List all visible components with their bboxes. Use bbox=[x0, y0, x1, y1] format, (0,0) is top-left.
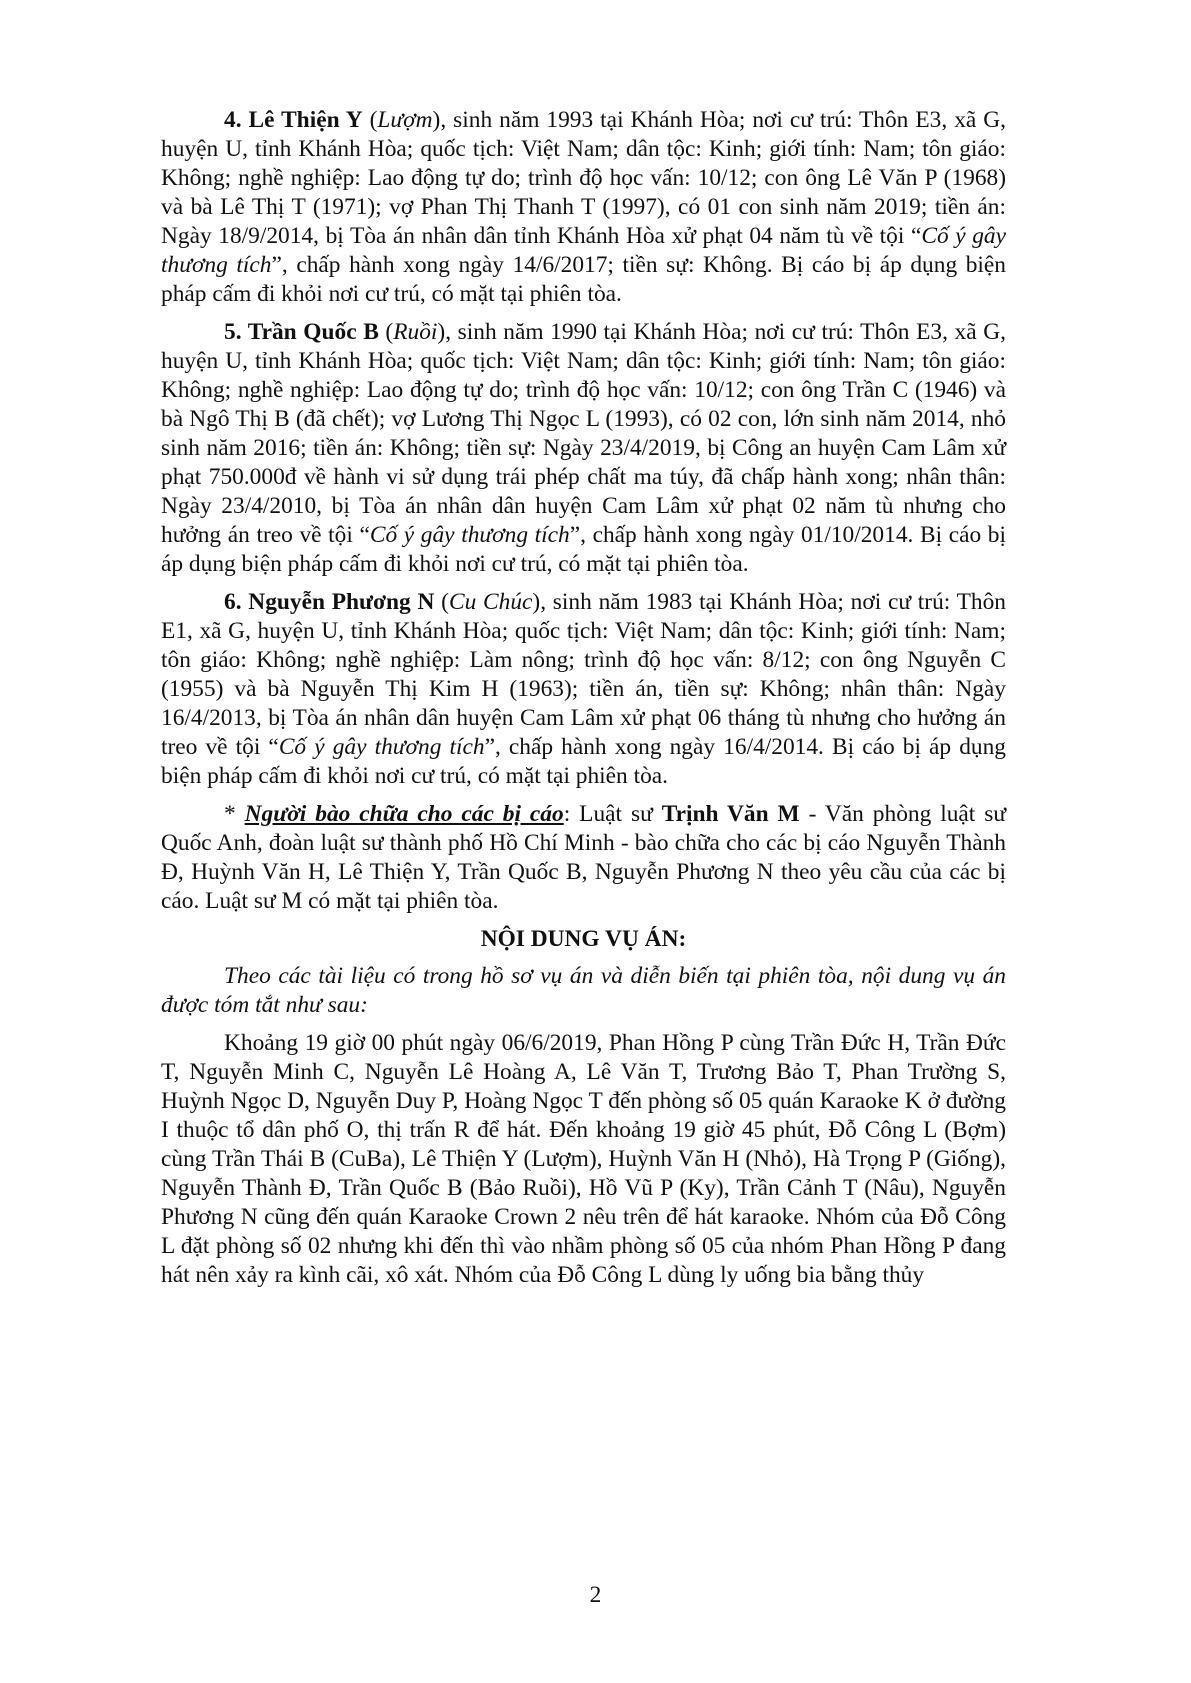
crime-name: Cố ý gây thương tích bbox=[278, 734, 485, 760]
section-title: NỘI DUNG VỤ ÁN: bbox=[480, 926, 687, 952]
defendant-alias: Ruồi bbox=[393, 319, 438, 345]
summary-intro bbox=[161, 962, 1006, 1020]
summary-intro-text: Theo các tài liệu có trong hồ sơ vụ án và diễn biến tại phiên tòa, nội dung vụ án được tóm tắt như sau: bbox=[161, 963, 1006, 1018]
paragraph-text: ”, chấp hành xong ngày 14/6/2017; tiền sự: Không. Bị cáo bị áp dụng biện pháp cấm đi khỏi nơi cư trú, có mặt tại phiên tòa. bbox=[161, 252, 1007, 307]
paragraph-text: ”, chấp hành xong ngày 16/4/2014. Bị cáo bị áp dụng biện pháp cấm đi khỏi nơi cư trú, có mặt tại phiên tòa. bbox=[161, 734, 1006, 789]
defendant-name: 5. Trần Quốc B bbox=[224, 319, 379, 345]
lawyer-name: Trịnh Văn M bbox=[661, 801, 800, 827]
paragraph-text: ”, chấp hành xong ngày 01/10/2014. Bị cáo bị áp dụng biện pháp cấm đi khỏi nơi cư trú, có mặt tại phiên tòa. bbox=[161, 522, 1006, 577]
defendant-alias: Cu Chúc bbox=[448, 589, 533, 615]
crime-name: Cố ý gây thương tích bbox=[161, 223, 1007, 278]
document-body bbox=[161, 106, 1006, 1299]
defense-label: Người bào chữa cho các bị cáo bbox=[244, 801, 564, 827]
defendant-5-paragraph: 5. Trần Quốc B (Ruồi), sinh năm 1990 tại Khánh Hòa; nơi cư trú: Thôn E3, xã G, huyện U, tỉnh Khánh Hòa; quốc tịch: Việt Nam; dân tộc: Kinh; giới tính: Nam; tôn giáo: Không; nghề nghiệp: Lao động tự do; trình độ học vấn: 10/12; con ông Trần C (1946) và bà Ngô Thị B (đã chết); vợ Lương Thị Ngọc L (1993), có 02 con, lớn sinh năm 2014, nhỏ sinh năm 2016; tiền án: Không; tiền sự: Ngày 23/4/2019, bị Công an huyện Cam Lâm xử phạt 750.000đ về hành vi sử dụng trái phép chất ma túy, đã chấp hành xong; nhân thân: Ngày 23/4/2010, bị Tòa án nhân dân huyện Cam Lâm xử phạt 02 năm tù nhưng cho hưởng án treo về tội “Cố ý gây thương tích”, chấp hành xong ngày 01/10/2014. Bị cáo bị áp dụng biện pháp cấm đi khỏi nơi cư trú, có mặt tại phiên tòa. bbox=[161, 319, 1006, 577]
defendant-name: 6. Nguyễn Phương N bbox=[224, 589, 435, 615]
paragraph-text: ), sinh năm 1990 tại Khánh Hòa; nơi cư trú: Thôn E3, xã G, huyện U, tỉnh Khánh Hòa; quốc tịch: Việt Nam; dân tộc: Kinh; giới tính: Nam; tôn giáo: Không; nghề nghiệp: Lao động tự do; trình độ học vấn: 10/12; con ông Trần C (1946) và bà Ngô Thị B (đã chết); vợ Lương Thị Ngọc L (1993), có 02 con, lớn sinh năm 2014, nhỏ sinh năm 2016; tiền án: Không; tiền sự: Ngày 23/4/2019, bị Công an huyện Cam Lâm xử phạt 750.000đ về hành vi sử dụng trái phép chất ma túy, đã chấp hành xong; nhân thân: Ngày 23/4/2010, bị Tòa án nhân dân huyện Cam Lâm xử phạt 02 năm tù nhưng cho hưởng án treo về tội “ bbox=[161, 319, 1006, 548]
defendant-name: 4. Lê Thiện Y bbox=[224, 107, 363, 133]
paragraph-text: ), sinh năm 1993 tại Khánh Hòa; nơi cư trú: Thôn E3, xã G, huyện U, tỉnh Khánh Hòa; quốc tịch: Việt Nam; dân tộc: Kinh; giới tính: Nam; tôn giáo: Không; nghề nghiệp: Lao động tự do; trình độ học vấn: 10/12; con ông Lê Văn P (1968) và bà Lê Thị T (1971); vợ Phan Thị Thanh T (1997), có 01 con sinh năm 2019; tiền án: Ngày 18/9/2014, bị Tòa án nhân dân tỉnh Khánh Hòa xử phạt 04 năm tù về tội “ bbox=[161, 107, 1006, 249]
defense-counsel-paragraph bbox=[161, 800, 1006, 916]
bullet-star: * bbox=[224, 801, 245, 827]
defendant-alias: Lượm bbox=[377, 107, 433, 133]
defendant-6-paragraph: 6. Nguyễn Phương N (Cu Chúc), sinh năm 1983 tại Khánh Hòa; nơi cư trú: Thôn E1, xã G, huyện U, tỉnh Khánh Hòa; quốc tịch: Việt Nam; dân tộc: Kinh; giới tính: Nam; tôn giáo: Không; nghề nghiệp: Làm nông; trình độ học vấn: 8/12; con ông Nguyễn C (1955) và bà Nguyễn Thị Kim H (1963); tiền án, tiền sự: Không; nhân thân: Ngày 16/4/2013, bị Tòa án nhân dân huyện Cam Lâm xử phạt 06 tháng tù nhưng cho hưởng án treo về tội “Cố ý gây thương tích”, chấp hành xong ngày 16/4/2014. Bị cáo bị áp dụng biện pháp cấm đi khỏi nơi cư trú, có mặt tại phiên tòa. bbox=[161, 589, 1006, 789]
crime-name: Cố ý gây thương tích bbox=[369, 522, 570, 548]
narrative-paragraph: Khoảng 19 giờ 00 phút ngày 06/6/2019, Phan Hồng P cùng Trần Đức H, Trần Đức T, Nguyễn Minh C, Nguyễn Lê Hoàng A, Lê Văn T, Trương Bảo T, Phan Trường S, Huỳnh Ngọc D, Nguyễn Duy P, Hoàng Ngọc T đến phòng số 05 quán Karaoke K ở đường I thuộc tổ dân phố O, thị trấn R để hát. Đến khoảng 19 giờ 45 phút, Đỗ Công L (Bợm) cùng Trần Thái B (CuBa), Lê Thiện Y (Lượm), Huỳnh Văn H (Nhỏ), Hà Trọng P (Giống), Nguyễn Thành Đ, Trần Quốc B (Bảo Ruồi), Hồ Vũ P (Ky), Trần Cảnh T (Nâu), Nguyễn Phương N cũng đến quán Karaoke Crown 2 nêu trên để hát karaoke. Nhóm của Đỗ Công L đặt phòng số 02 nhưng khi đến thì vào nhầm phòng số 05 của nhóm Phan Hồng P đang hát nên xảy ra kình cãi, xô xát. Nhóm của Đỗ Công L dùng ly uống bia bằng thủy bbox=[161, 1030, 1006, 1288]
defendant-4-paragraph: 4. Lê Thiện Y (Lượm), sinh năm 1993 tại Khánh Hòa; nơi cư trú: Thôn E3, xã G, huyện U, tỉnh Khánh Hòa; quốc tịch: Việt Nam; dân tộc: Kinh; giới tính: Nam; tôn giáo: Không; nghề nghiệp: Lao động tự do; trình độ học vấn: 10/12; con ông Lê Văn P (1968) và bà Lê Thị T (1971); vợ Phan Thị Thanh T (1997), có 01 con sinh năm 2019; tiền án: Ngày 18/9/2014, bị Tòa án nhân dân tỉnh Khánh Hòa xử phạt 04 năm tù về tội “Cố ý gây thương tích”, chấp hành xong ngày 14/6/2017; tiền sự: Không. Bị cáo bị áp dụng biện pháp cấm đi khỏi nơi cư trú, có mặt tại phiên tòa. bbox=[161, 107, 1007, 307]
paragraph-text: - Văn phòng luật sư Quốc Anh, đoàn luật sư thành phố Hồ Chí Minh - bào chữa cho các bị cáo Nguyễn Thành Đ, Huỳnh Văn H, Lê Thiện Y, Trần Quốc B, Nguyễn Phương N theo yêu cầu của các bị cáo. Luật sư M có mặt tại phiên tòa. bbox=[161, 801, 1007, 914]
paragraph-text: ), sinh năm 1983 tại Khánh Hòa; nơi cư trú: Thôn E1, xã G, huyện U, tỉnh Khánh Hòa; quốc tịch: Việt Nam; dân tộc: Kinh; giới tính: Nam; tôn giáo: Không; nghề nghiệp: Làm nông; trình độ học vấn: 8/12; con ông Nguyễn C (1955) và bà Nguyễn Thị Kim H (1963); tiền án, tiền sự: Không; nhân thân: Ngày 16/4/2013, bị Tòa án nhân dân huyện Cam Lâm xử phạt 06 tháng tù nhưng cho hưởng án treo về tội “ bbox=[161, 589, 1006, 760]
paragraph-text: : Luật sư bbox=[563, 801, 662, 827]
page-number: 2 bbox=[589, 1582, 602, 1608]
